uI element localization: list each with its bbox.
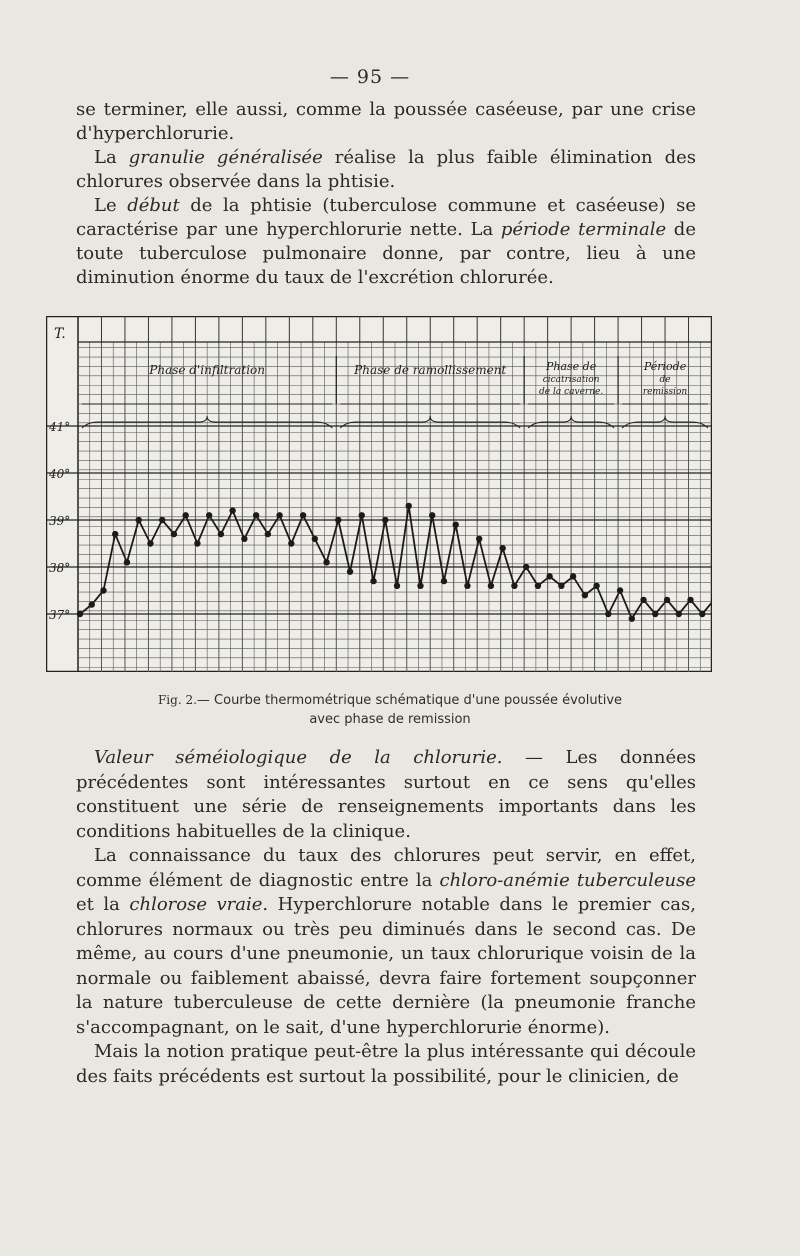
data-point bbox=[429, 512, 435, 518]
phase-label: Phase de ramollissement bbox=[354, 363, 507, 377]
text-run: Hyperchlorure notable dans le premier cas, chlorures normaux ou très peu diminués dans le second cas. De même, au cours d'une pneumonie, un taux chlorurique voisin de la normale ou faiblement abaissé, devra faire fortement soupçonner la nature tuberculeuse de cette dernière (la pneumonie franche s'accompagnant, on le sait, d'une hyperchlorurie énorme). bbox=[76, 894, 696, 1038]
data-point bbox=[511, 583, 517, 589]
data-point bbox=[664, 597, 670, 603]
data-point bbox=[300, 512, 306, 518]
data-point bbox=[347, 569, 353, 575]
text-run: — Les données précédentes sont intéressantes surtout en ce sens qu'elles constituent une série de renseignements importants dans les conditions habituelles de la clinique. bbox=[76, 747, 696, 842]
emphasis: période terminale bbox=[500, 219, 667, 240]
data-point bbox=[241, 536, 247, 542]
paragraph bbox=[76, 746, 696, 844]
top-text bbox=[76, 98, 696, 290]
data-point bbox=[499, 545, 505, 551]
data-point bbox=[453, 522, 459, 528]
phase-label: Phase d'infiltration bbox=[149, 363, 266, 377]
chart-svg bbox=[46, 316, 712, 672]
data-point bbox=[182, 512, 188, 518]
emphasis: granulie généralisée bbox=[128, 147, 323, 168]
data-point bbox=[441, 578, 447, 584]
bottom-text bbox=[76, 746, 696, 1089]
data-point bbox=[218, 531, 224, 537]
data-point bbox=[159, 517, 165, 523]
text-run: Le bbox=[94, 195, 128, 216]
data-point bbox=[124, 559, 130, 565]
text-run: La bbox=[94, 147, 129, 168]
text-run: La connaissance du taux des chlorures peut servir, en effet, comme élément de diagnostic entre la bbox=[76, 845, 696, 891]
phase-label: remission bbox=[642, 387, 688, 397]
data-point bbox=[394, 583, 400, 589]
phase-label: Période bbox=[643, 360, 687, 373]
data-point bbox=[370, 578, 376, 584]
data-point bbox=[582, 592, 588, 598]
caption-text: — Courbe thermométrique schématique d'une poussée évolutive bbox=[196, 693, 623, 708]
y-tick-label: 39° bbox=[49, 514, 71, 528]
data-point bbox=[605, 611, 611, 617]
data-point bbox=[676, 611, 682, 617]
data-point bbox=[464, 583, 470, 589]
data-point bbox=[206, 512, 212, 518]
data-point bbox=[488, 583, 494, 589]
data-point bbox=[359, 512, 365, 518]
data-point bbox=[89, 601, 95, 607]
data-point bbox=[593, 583, 599, 589]
data-point bbox=[253, 512, 259, 518]
y-axis-label: T. bbox=[54, 326, 66, 342]
data-point bbox=[276, 512, 282, 518]
text-run: réalise la plus faible élimination des chlorures observée dans la phtisie. bbox=[76, 147, 696, 192]
y-tick-label: 41° bbox=[49, 420, 71, 434]
data-point bbox=[265, 531, 271, 537]
figure-label: Fig. 2. bbox=[157, 693, 197, 707]
paragraph bbox=[76, 194, 696, 290]
data-point bbox=[629, 616, 635, 622]
data-point bbox=[136, 517, 142, 523]
data-point bbox=[558, 583, 564, 589]
data-point bbox=[699, 611, 705, 617]
data-point bbox=[194, 540, 200, 546]
phase-label: de la caverne. bbox=[539, 387, 604, 397]
data-point bbox=[312, 536, 318, 542]
text-run: et la bbox=[76, 894, 130, 915]
paragraph: Mais la notion pratique peut-être la plus intéressante qui découle des faits précédents est surtout la possibilité, pour le clinicien, de bbox=[76, 1041, 696, 1087]
data-point bbox=[323, 559, 329, 565]
caption-line bbox=[110, 691, 670, 710]
phase-label: cicatrisation bbox=[542, 375, 600, 385]
data-point bbox=[617, 587, 623, 593]
data-point bbox=[687, 597, 693, 603]
data-point bbox=[171, 531, 177, 537]
data-point bbox=[382, 517, 388, 523]
data-point bbox=[112, 531, 118, 537]
data-point bbox=[335, 517, 341, 523]
data-point bbox=[288, 540, 294, 546]
section-heading: Valeur séméiologique de la chlorurie. bbox=[94, 747, 503, 768]
paragraph bbox=[76, 844, 696, 1040]
data-point bbox=[535, 583, 541, 589]
caption-line: avec phase de remission bbox=[309, 712, 471, 727]
data-point bbox=[147, 540, 153, 546]
phase-label: Phase de bbox=[545, 360, 597, 373]
data-point bbox=[77, 611, 83, 617]
y-tick-label: 40° bbox=[49, 467, 71, 481]
data-point bbox=[570, 573, 576, 579]
data-point bbox=[229, 507, 235, 513]
paragraph bbox=[76, 146, 696, 194]
emphasis: début bbox=[127, 195, 180, 216]
phase-label: de bbox=[659, 375, 671, 385]
data-point bbox=[546, 573, 552, 579]
data-point bbox=[100, 587, 106, 593]
data-point bbox=[406, 503, 412, 509]
data-point bbox=[476, 536, 482, 542]
page-number: — 95 — bbox=[329, 66, 411, 88]
emphasis: chlorose vraie. bbox=[129, 894, 269, 915]
y-tick-label: 38° bbox=[49, 561, 71, 575]
data-point bbox=[640, 597, 646, 603]
y-tick-label: 37° bbox=[49, 608, 71, 622]
data-point bbox=[652, 611, 658, 617]
temperature-chart bbox=[46, 316, 712, 672]
data-point bbox=[523, 564, 529, 570]
paragraph: se terminer, elle aussi, comme la poussée caséeuse, par une crise d'hyperchlorurie. bbox=[76, 99, 696, 144]
figure-caption bbox=[110, 691, 670, 729]
text-run: de la phtisie (tuberculose commune et caséeuse) se caractérise par une hyperchlorurie nette. La bbox=[76, 195, 696, 240]
data-point bbox=[417, 583, 423, 589]
text-run: de toute tuberculose pulmonaire donne, par contre, lieu à une diminution énorme du taux de l'excrétion chlorurée. bbox=[76, 219, 696, 288]
emphasis: chloro-anémie tuberculeuse bbox=[439, 869, 696, 891]
